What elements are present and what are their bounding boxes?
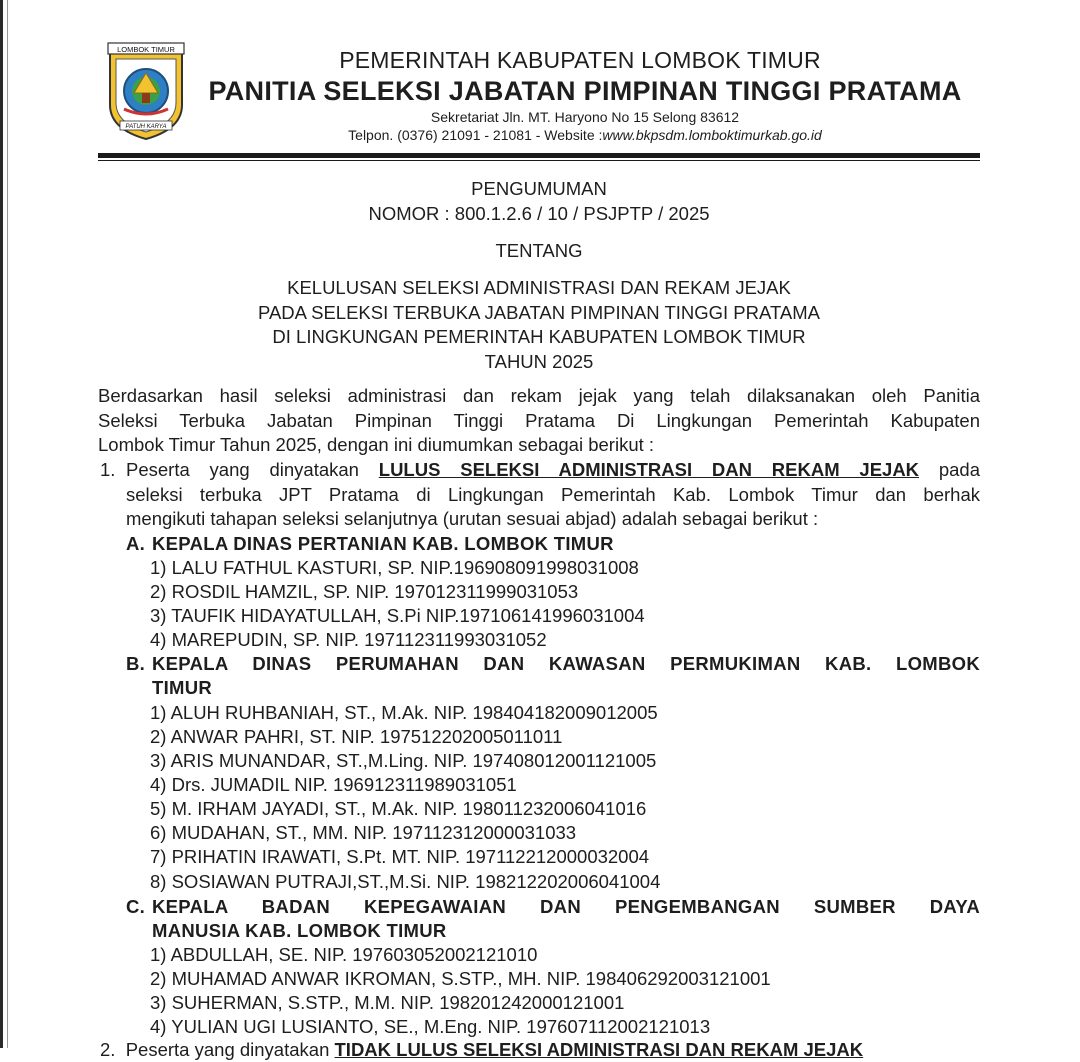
intro-line: Berdasarkan hasil seleksi administrasi dan rekam jejak yang telah dilaksanakan oleh Panitia (98, 385, 980, 406)
pass-status-emphasis: LULUS SELEKSI ADMINISTRASI DAN REKAM JEJAK (378, 459, 920, 480)
emblem-motto-text: PATUH KARYA (125, 124, 167, 130)
scan-edge-shadow (7, 0, 8, 1048)
point-number: 1. (100, 459, 116, 480)
subject-line: PADA SELEKSI TERBUKA JABATAN PIMPINAN TINGGI PRATAMA (258, 302, 820, 323)
list-item: 2) MUHAMAD ANWAR IKROMAN, S.STP., MH. NIP. 198406292003121001 (150, 968, 771, 989)
committee-name: PANITIA SELEKSI JABATAN PIMPINAN TINGGI PRATAMA (208, 76, 962, 106)
document-about: TENTANG (495, 240, 583, 261)
subject-line: DI LINGKUNGAN PEMERINTAH KABUPATEN LOMBOK TIMUR (272, 326, 806, 347)
section-title: KEPALA DINAS PERTANIAN KAB. LOMBOK TIMUR (152, 533, 614, 554)
list-item: 7) PRIHATIN IRAWATI, S.Pt. MT. NIP. 197112212000032004 (150, 846, 650, 867)
document-type: PENGUMUMAN (471, 178, 607, 199)
website-link[interactable]: www.bkpsdm.lomboktimurkab.go.id (602, 127, 822, 143)
section-title: KEPALA BADAN KEPEGAWAIAN DAN PENGEMBANGAN SUMBER DAYA (152, 896, 980, 917)
subject-line: TAHUN 2025 (484, 351, 594, 372)
list-item: 6) MUDAHAN, ST., MM. NIP. 197112312000031033 (150, 822, 577, 843)
list-item: 8) SOSIAWAN PUTRAJI,ST.,M.Si. NIP. 198212202006041004 (150, 871, 661, 892)
section-letter: C. (126, 896, 146, 917)
section-title: TIMUR (152, 677, 213, 698)
list-item: 4) Drs. JUMADIL NIP. 196912311989031051 (150, 774, 517, 795)
list-item: 1) ABDULLAH, SE. NIP. 197603052002121010 (150, 944, 538, 965)
point2-cutoff (98, 1038, 998, 1060)
point2-number: 2. (100, 1039, 116, 1060)
fail-status-emphasis: TIDAK LULUS SELEKSI ADMINISTRASI DAN REKAM JEJAK (334, 1039, 864, 1060)
list-item: 3) TAUFIK HIDAYATULLAH, S.Pi NIP.197106141996031004 (150, 605, 645, 626)
point1-line: seleksi terbuka JPT Pratama di Lingkungan Pemerintah Kab. Lombok Timur dan berhak (126, 484, 980, 505)
list-item: 3) ARIS MUNANDAR, ST.,M.Ling. NIP. 197408012001121005 (150, 750, 657, 771)
point1-suffix: pada (938, 459, 981, 480)
phone-numbers: Telpon. (0376) 21091 - 21081 - Website : (348, 127, 603, 143)
intro-line: Seleksi Terbuka Jabatan Pimpinan Tinggi Pratama Di Lingkungan Pemerintah Kabupaten (98, 410, 980, 431)
list-item: 1) LALU FATHUL KASTURI, SP. NIP.196908091998031008 (150, 557, 639, 578)
section-letter: B. (126, 653, 146, 674)
secretariat-address: Sekretariat Jln. MT. Haryono No 15 Selong 83612 (430, 109, 740, 125)
point2-prefix: Peserta yang dinyatakan (125, 1039, 330, 1060)
list-item: 2) ROSDIL HAMZIL, SP. NIP. 197012311999031053 (150, 581, 579, 602)
section-title: MANUSIA KAB. LOMBOK TIMUR (152, 920, 447, 941)
subject-line: KELULUSAN SELEKSI ADMINISTRASI DAN REKAM JEJAK (287, 277, 791, 298)
document-number: NOMOR : 800.1.2.6 / 10 / PSJPTP / 2025 (368, 203, 710, 224)
emblem-top-text: LOMBOK TIMUR (117, 45, 175, 54)
list-item: 2) ANWAR PAHRI, ST. NIP. 197512202005011011 (150, 726, 563, 747)
contact-info (190, 126, 980, 144)
lombok-timur-emblem-icon (106, 43, 186, 141)
point1-line: mengikuti tahapan seleksi selanjutnya (urutan sesuai abjad) adalah sebagai berikut : (126, 508, 819, 529)
list-item: 1) ALUH RUHBANIAH, ST., M.Ak. NIP. 198404182009012005 (150, 702, 658, 723)
list-item: 3) SUHERMAN, S.STP., M.M. NIP. 198201242000121001 (150, 992, 625, 1013)
list-item: 5) M. IRHAM JAYADI, ST., M.Ak. NIP. 198011232006041016 (150, 798, 647, 819)
point1-prefix: Peserta yang dinyatakan (126, 459, 359, 480)
list-item: 4) MAREPUDIN, SP. NIP. 197112311993031052 (150, 629, 547, 650)
intro-line: Lombok Timur Tahun 2025, dengan ini diumumkan sebagai berikut : (98, 434, 655, 455)
scan-edge (0, 0, 3, 1048)
letterhead-rule (98, 153, 980, 158)
section-letter: A. (126, 533, 146, 554)
section-title: KEPALA DINAS PERUMAHAN DAN KAWASAN PERMUKIMAN KAB. LOMBOK (152, 653, 980, 674)
point1-line (126, 458, 980, 482)
government-name: PEMERINTAH KABUPATEN LOMBOK TIMUR (339, 47, 821, 73)
letterhead-rule-thin (98, 160, 980, 161)
list-item: 4) YULIAN UGI LUSIANTO, SE., M.Eng. NIP. 197607112002121013 (150, 1016, 711, 1037)
